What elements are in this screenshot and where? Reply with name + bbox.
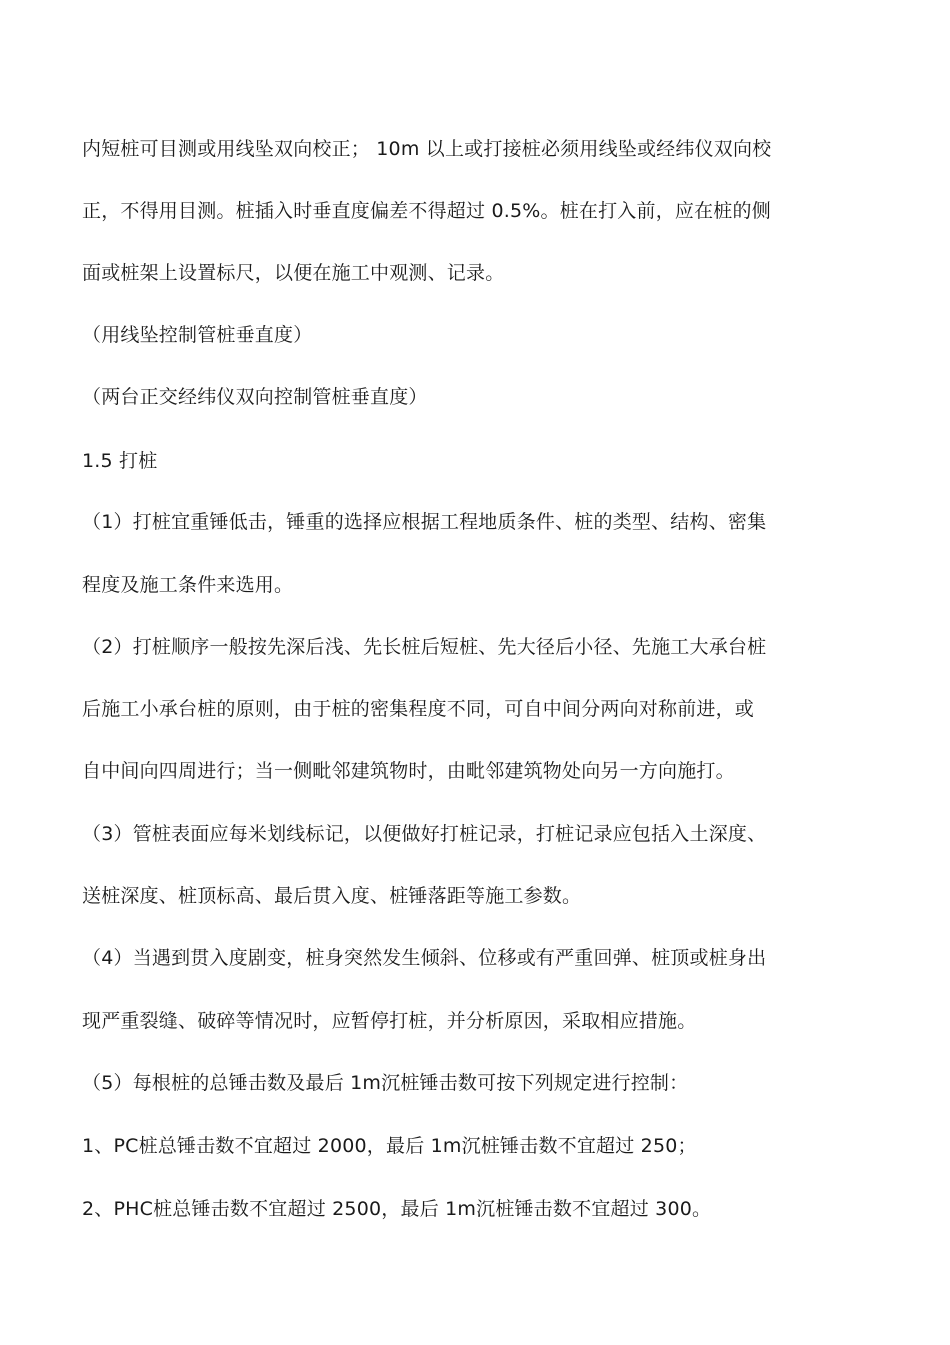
text-line-7: （1）打桩宜重锤低击，锤重的选择应根据工程地质条件、桩的类型、结构、密集 [82, 511, 767, 533]
text-line-16: （5）每根桩的总锤击数及最后 1m沉桩锤击数可按下列规定进行控制： [82, 1072, 689, 1094]
text-line-15: 现严重裂缝、破碎等情况时，应暂停打桩，并分析原因，采取相应措施。 [82, 1010, 697, 1032]
text-line-11: 自中间向四周进行；当一侧毗邻建筑物时，由毗邻建筑物处向另一方向施打。 [82, 760, 735, 782]
text-line-4: （用线坠控制管桩垂直度） [82, 324, 313, 346]
text-line-13: 送桩深度、桩顶标高、最后贯入度、桩锤落距等施工参数。 [82, 885, 582, 907]
text-line-3: 面或桩架上设置标尺，以便在施工中观测、记录。 [82, 262, 505, 284]
text-line-9: （2）打桩顺序一般按先深后浅、先长桩后短桩、先大径后小径、先施工大承台桩 [82, 636, 767, 658]
text-line-14: （4）当遇到贯入度剧变，桩身突然发生倾斜、位移或有严重回弹、桩顶或桩身出 [82, 947, 767, 969]
text-line-10: 后施工小承台桩的原则，由于桩的密集程度不同，可自中间分两向对称前进，或 [82, 698, 755, 720]
text-line-8: 程度及施工条件来选用。 [82, 574, 294, 596]
text-line-2: 正，不得用目测。桩插入时垂直度偏差不得超过 0.5%。桩在打入前，应在桩的侧 [82, 200, 771, 222]
section-heading: 1.5 打桩 [82, 450, 158, 472]
text-line-17: 1、PC桩总锤击数不宜超过 2000，最后 1m沉桩锤击数不宜超过 250； [82, 1135, 697, 1157]
text-line-1: 内短桩可目测或用线坠双向校正； 10m 以上或打接桩必须用线坠或经纬仪双向校 [82, 138, 772, 160]
text-line-12: （3）管桩表面应每米划线标记，以便做好打桩记录，打桩记录应包括入土深度、 [82, 823, 767, 845]
text-line-5: （两台正交经纬仪双向控制管桩垂直度） [82, 386, 428, 408]
text-line-18: 2、PHC桩总锤击数不宜超过 2500，最后 1m沉桩锤击数不宜超过 300。 [82, 1198, 712, 1220]
